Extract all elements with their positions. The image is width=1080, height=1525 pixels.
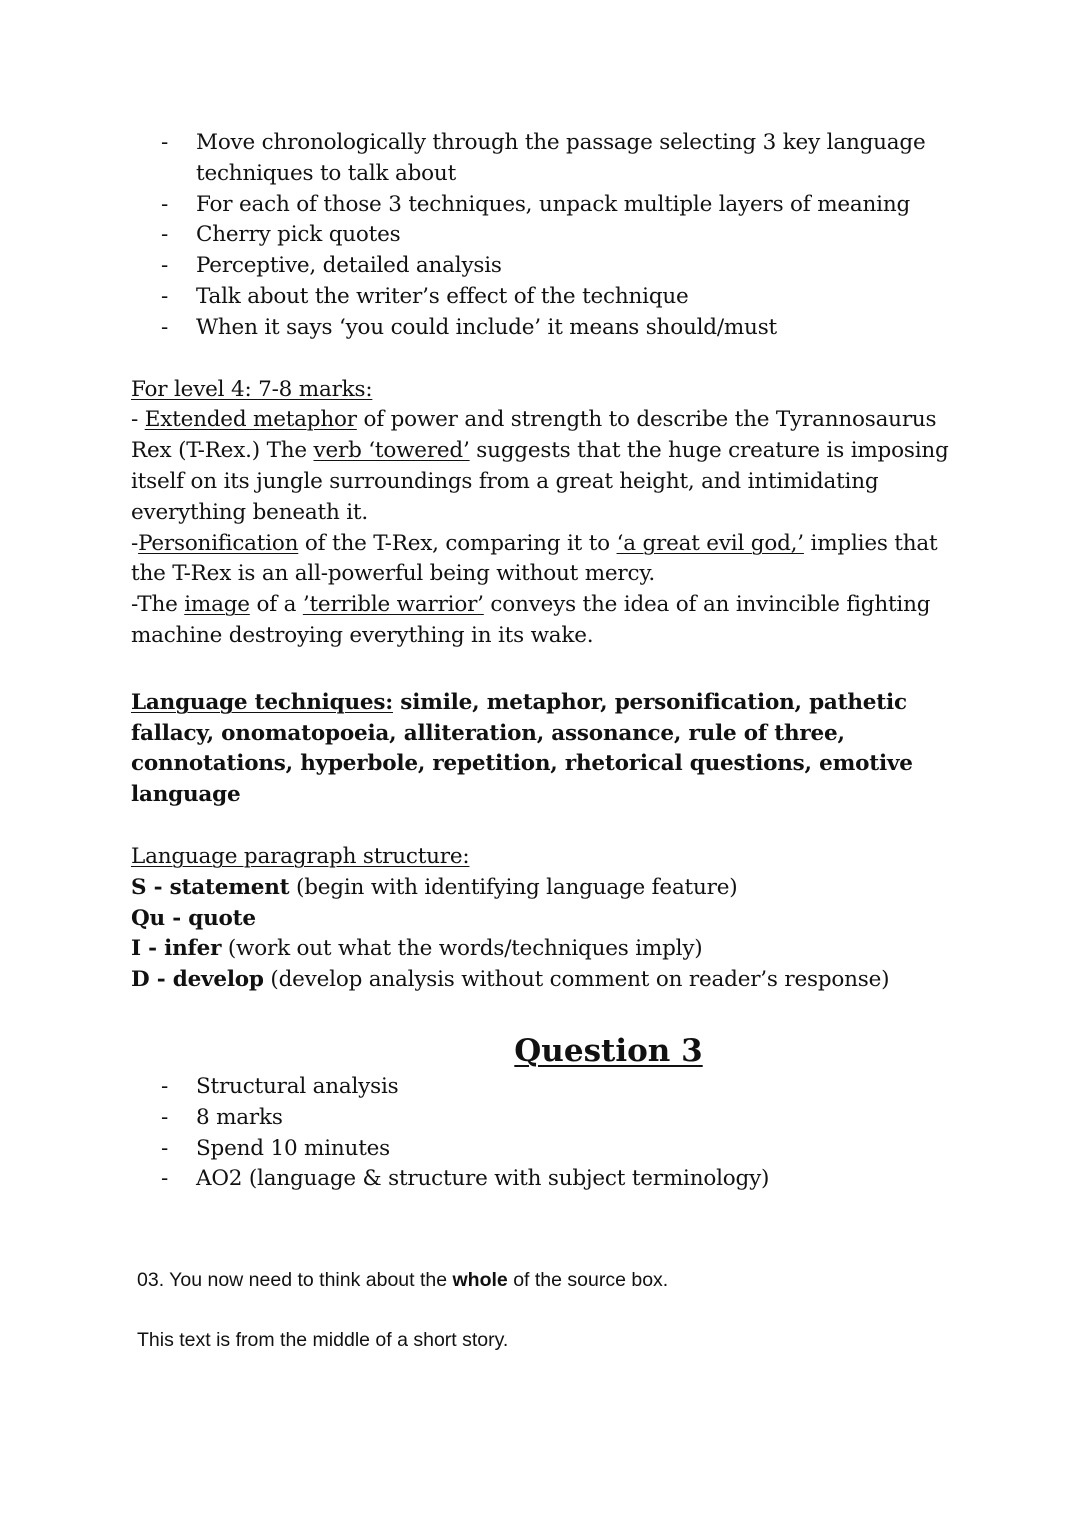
document-page xyxy=(131,128,951,1353)
structure-desc: (work out what the words/techniques imply) xyxy=(221,936,703,962)
dash: - xyxy=(131,530,139,556)
list-item: - Spend 10 minutes xyxy=(131,1134,951,1165)
list-item: - Talk about the writer’s effect of the technique xyxy=(131,282,951,313)
quote-terrible-warrior: ’terrible warrior’ xyxy=(302,592,484,618)
example-personification xyxy=(131,529,951,591)
text: -The xyxy=(131,592,185,618)
list-item: - For each of those 3 techniques, unpack multiple layers of meaning xyxy=(131,190,951,221)
text: of power and strength to describe the Tyrannosaurus Rex (T-Rex.) The xyxy=(131,407,937,464)
text: suggests that the huge creature is imposing itself on its jungle surroundings from a great height, and intimidating everything beneath it. xyxy=(131,438,949,525)
list-item: - 8 marks xyxy=(131,1103,951,1134)
question-prompt-line-2: This text is from the middle of a short story. xyxy=(137,1329,509,1352)
structure-key: I - infer xyxy=(131,936,222,962)
structure-desc: (develop analysis without comment on reader’s response) xyxy=(263,967,890,993)
question-prompt-line-1 xyxy=(131,1267,951,1293)
list-item: - Perceptive, detailed analysis xyxy=(131,251,951,282)
paragraph-structure-heading: Language paragraph structure: xyxy=(131,843,470,869)
list-item: - Cherry pick quotes xyxy=(131,220,951,251)
text: 03. You now need to think about the xyxy=(137,1269,453,1292)
bold-word: whole xyxy=(452,1269,508,1292)
question-3-heading: Question 3 xyxy=(514,1032,703,1069)
language-techniques xyxy=(131,688,951,811)
dash: - xyxy=(131,407,145,433)
structure-key: Qu - quote xyxy=(131,905,256,931)
list-item: - When it says ‘you could include’ it means should/must xyxy=(131,313,951,344)
list-item: - Move chronologically through the passage selecting 3 key language techniques to talk about xyxy=(131,128,951,190)
term-personification: Personification xyxy=(138,530,299,556)
structure-row xyxy=(131,904,951,935)
example-image xyxy=(131,590,951,652)
example-extended-metaphor xyxy=(131,405,951,528)
structure-row xyxy=(131,934,951,965)
text: of the source box. xyxy=(507,1269,669,1292)
structure-row xyxy=(131,873,951,904)
techniques-list: simile, metaphor, personification, pathetic fallacy, onomatopoeia, alliteration, assonance, rule of three, connotations, hyperbole, repetition, rhetorical questions, emotive language xyxy=(131,689,913,808)
key-points-list xyxy=(131,128,951,344)
level-4-section xyxy=(131,375,951,652)
structure-row xyxy=(131,965,951,996)
structure-desc: (begin with identifying language feature) xyxy=(289,874,738,900)
question-3-points xyxy=(131,1072,951,1195)
quote-evil-god: ‘a great evil god,’ xyxy=(616,530,804,556)
level-4-heading: For level 4: 7-8 marks: xyxy=(131,376,373,402)
text: of the T-Rex, comparing it to xyxy=(298,530,617,556)
text: of a xyxy=(249,592,303,618)
term-extended-metaphor: Extended metaphor xyxy=(144,407,357,433)
text: conveys the idea of an invincible fighting machine destroying everything in its wake. xyxy=(131,592,931,648)
term-verb-towered: verb ‘towered’ xyxy=(313,438,470,464)
structure-key: D - develop xyxy=(131,967,264,993)
paragraph-structure-section xyxy=(131,842,951,996)
list-item: - Structural analysis xyxy=(131,1072,951,1103)
techniques-label: Language techniques: xyxy=(131,689,393,715)
structure-key: S - statement xyxy=(131,874,290,900)
list-item: - AO2 (language & structure with subject terminology) xyxy=(131,1164,951,1195)
term-image: image xyxy=(184,592,250,618)
text: implies that the T-Rex is an all-powerful being without mercy. xyxy=(131,530,938,587)
